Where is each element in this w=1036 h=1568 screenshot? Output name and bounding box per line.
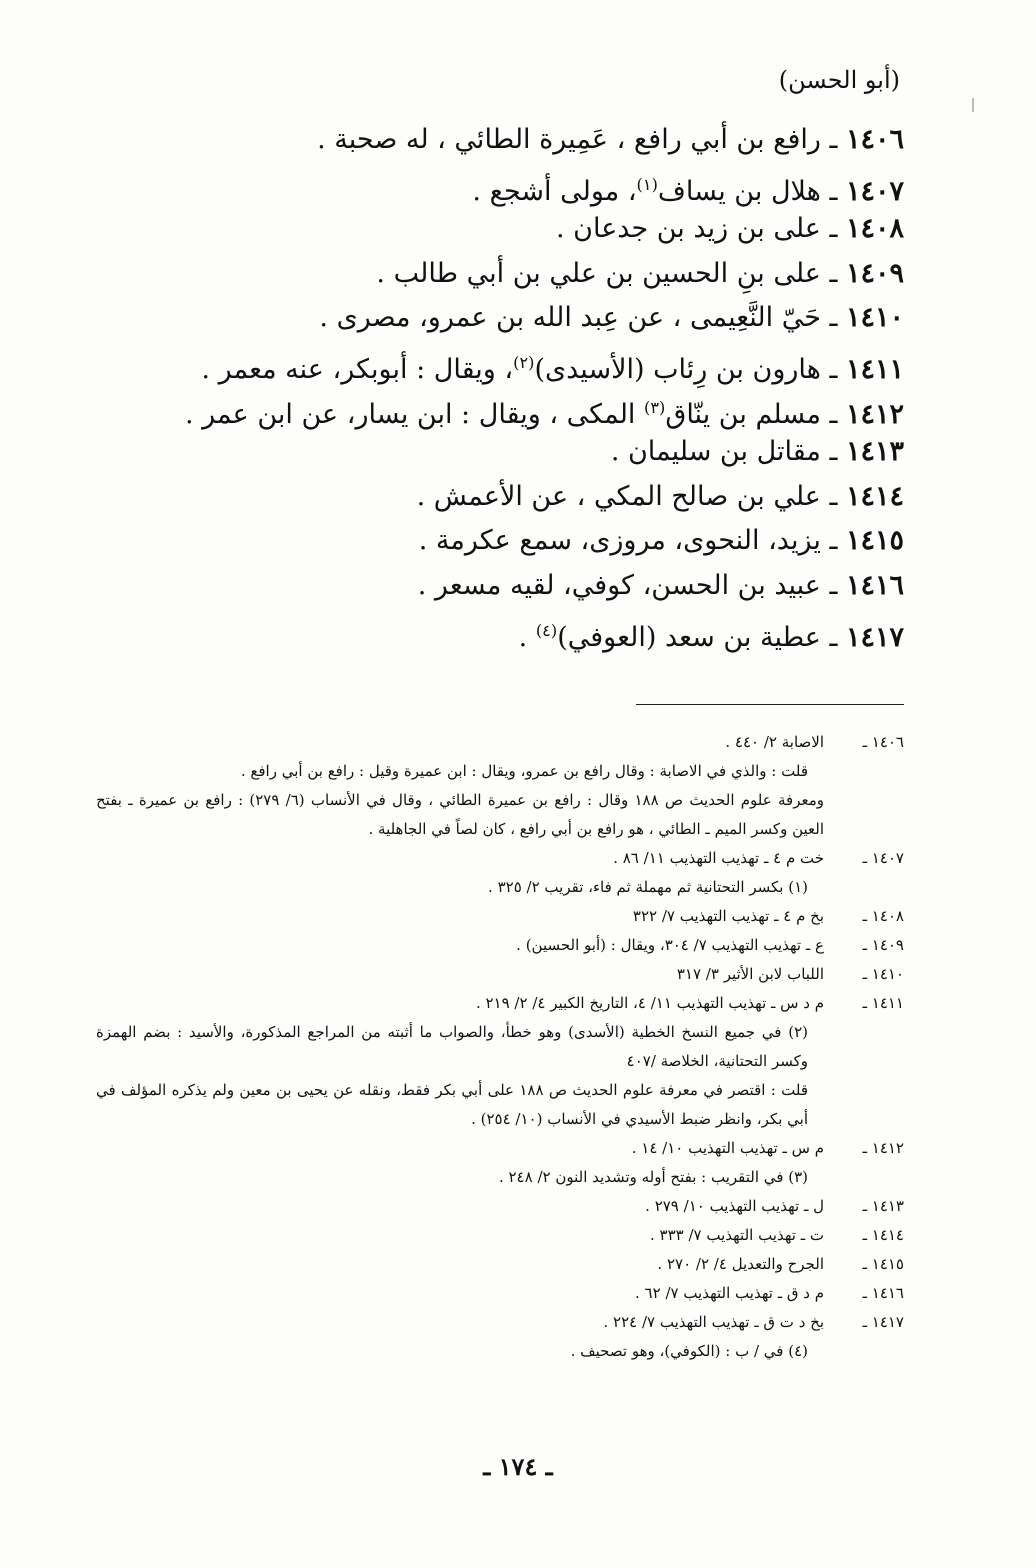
entry-9: [144, 519, 904, 564]
footnote-row: [96, 1337, 904, 1366]
entry-text: حَيّ النَّعِيمى ، عن عِبد الله بن عمرو، مصرى .: [319, 302, 821, 334]
footnote-text: ع ـ تهذيب التهذيب ٧/ ٣٠٤، ويقال : (أبو الحسين) .: [516, 936, 824, 954]
entry-text: علي بن صالح المكي ، عن الأعمش .: [416, 480, 821, 512]
entry-text-continued: المكى ، ويقال : ابن يسار، عن ابن عمر .: [184, 398, 645, 430]
entry-dash: ـ: [820, 213, 846, 245]
entry-text: عطية بن سعد (العوفي): [557, 621, 821, 653]
entry-text: على بنِ الحسين بن علي بن أبي طالب .: [376, 257, 821, 289]
footnote-row: [96, 786, 904, 844]
footnote-number: [824, 1163, 904, 1192]
entry-text: رافع بن أبي رافع ، عَمِيرة الطائي ، له صحبة .: [317, 124, 821, 155]
page-number: ـ ١٧٤ ـ: [483, 1452, 553, 1481]
entry-0: [144, 118, 904, 163]
entry-number: ١٤٠٧: [845, 175, 904, 207]
footnote-number: ١٤٠٧ ـ: [862, 849, 904, 867]
footnote-list: [96, 728, 904, 1366]
footnote-text: ومعرفة علوم الحديث ص ١٨٨ وقال : رافع بن عميرة الطائي ، وقال في الأنساب (٦/ ٢٧٩) : رافع بن عميرة ـ بفتح العين وكسر الميم ـ الطائي ، هو رافع بن أبي رافع ، كان لصاً في الجاهلية .: [96, 791, 824, 838]
entry-dash: ـ: [820, 436, 846, 468]
footnote-separator: [636, 704, 904, 705]
footnote-marker: (٢): [513, 352, 535, 372]
footnote-text: قلت : والذي في الاصابة : وقال رافع بن عمرو، ويقال : ابن عميرة وقيل : رافع بن أبي رافع .: [240, 762, 808, 780]
entry-2: [144, 207, 904, 252]
footnote-number: ١٤١٧ ـ: [862, 1313, 904, 1331]
entry-text-continued: ، ويقال : أبوبكر، عنه معمر .: [201, 353, 514, 385]
entry-number: ١٤١٠: [845, 302, 904, 334]
entry-text-continued: ، مولى أشجع .: [472, 175, 637, 207]
entry-dash: ـ: [820, 525, 846, 557]
footnote-text: اللباب لابن الأثير ٣/ ٣١٧: [676, 965, 824, 983]
footnote-row: [96, 1250, 904, 1279]
entry-text: هارون بن رِئاب (الأسيدى): [534, 353, 821, 385]
footnote-row: [96, 844, 904, 873]
footnote-number: ١٤١٥ ـ: [862, 1255, 904, 1273]
footnote-text: (١) بكسر التحتانية ثم مهملة ثم فاء، تقريب ٢/ ٣٢٥ .: [488, 878, 808, 896]
entry-number: ١٤١٢: [845, 398, 904, 430]
entry-number: ١٤١٤: [845, 480, 904, 512]
footnote-row: [96, 1163, 904, 1192]
footnote-number: ١٤٠٨ ـ: [862, 907, 904, 925]
entry-11: [144, 609, 904, 654]
entry-10: [144, 564, 904, 609]
footnote-number: ١٤٠٩ ـ: [862, 936, 904, 954]
entry-8: [144, 475, 904, 520]
footnote-row: [96, 873, 904, 902]
page-header: (أبو الحسن): [778, 66, 900, 94]
entry-dash: ـ: [820, 302, 846, 334]
entry-dash: ـ: [820, 124, 846, 155]
footnote-number: ١٤١٤ ـ: [862, 1226, 904, 1244]
footnote-text: خت م ٤ ـ تهذيب التهذيب ١١/ ٨٦ .: [613, 849, 824, 867]
entry-text-continued: .: [518, 621, 536, 653]
entry-number: ١٤١١: [845, 353, 904, 385]
scan-mark: [972, 98, 974, 112]
footnote-marker: (١): [636, 174, 658, 194]
entry-dash: ـ: [820, 175, 846, 207]
footnote-text: (٤) في / ب : (الكوفي)، وهو تصحيف .: [570, 1342, 808, 1360]
footnote-number: [824, 873, 904, 902]
entry-dash: ـ: [820, 257, 846, 289]
footnote-text: م د ق ـ تهذيب التهذيب ٧/ ٦٢ .: [635, 1284, 824, 1302]
footnote-row: [96, 728, 904, 757]
footnote-number: ١٤١٣ ـ: [862, 1197, 904, 1215]
entry-number: ١٤٠٦: [845, 124, 904, 155]
footnote-marker: (٣): [644, 397, 666, 417]
footnote-row: [96, 931, 904, 960]
entry-3: [144, 252, 904, 297]
footnote-number: ١٤٠٦ ـ: [862, 733, 904, 751]
footnote-row: [96, 1308, 904, 1337]
footnote-marker: (٤): [535, 620, 558, 640]
entry-number: ١٤٠٩: [845, 257, 904, 289]
entry-1: [144, 163, 904, 208]
entry-number: ١٤١٧: [845, 621, 904, 653]
footnote-text: ت ـ تهذيب التهذيب ٧/ ٣٣٣ .: [649, 1226, 824, 1244]
footnote-row: [96, 1221, 904, 1250]
entry-dash: ـ: [820, 398, 846, 430]
footnote-number: [824, 786, 904, 844]
footnote-row: [96, 1076, 904, 1134]
footnote-text: م س ـ تهذيب التهذيب ١٠/ ١٤ .: [631, 1139, 824, 1157]
footnote-row: [96, 1192, 904, 1221]
footnote-number: [824, 1337, 904, 1366]
entry-6: [144, 386, 904, 431]
entry-dash: ـ: [820, 621, 846, 653]
entry-7: [144, 430, 904, 475]
footnote-text: بخ م ٤ ـ تهذيب التهذيب ٧/ ٣٢٢: [632, 907, 824, 925]
footnote-text: بخ د ت ق ـ تهذيب التهذيب ٧/ ٢٢٤ .: [603, 1313, 824, 1331]
entry-number: ١٤١٥: [845, 525, 904, 557]
footnote-number: [824, 1018, 904, 1076]
footnote-text: (٣) في التقريب : بفتح أوله وتشديد النون ٢/ ٢٤٨ .: [498, 1168, 808, 1186]
footnote-row: [96, 757, 904, 786]
footnote-number: [824, 757, 904, 786]
entry-text: يزيد، النحوى، مروزى، سمع عكرمة .: [418, 525, 821, 557]
entry-number: ١٤١٦: [845, 569, 904, 601]
footnote-number: [824, 1076, 904, 1134]
entry-text: على بن زيد بن جدعان .: [555, 213, 821, 245]
entry-text: مسلم بن ينّاق: [665, 398, 821, 430]
footnote-row: [96, 1279, 904, 1308]
footnote-row: [96, 1018, 904, 1076]
footnote-row: [96, 1134, 904, 1163]
footnote-text: الجرح والتعديل ٤/ ٢/ ٢٧٠ .: [657, 1255, 824, 1273]
footnote-number: ١٤١١ ـ: [862, 994, 904, 1012]
footnote-text: ل ـ تهذيب التهذيب ١٠/ ٢٧٩ .: [645, 1197, 824, 1215]
footnote-number: ١٤١٠ ـ: [862, 965, 904, 983]
footnote-row: [96, 902, 904, 931]
entry-dash: ـ: [820, 480, 846, 512]
main-entry-list: [144, 118, 904, 653]
footnote-text: قلت : اقتصر في معرفة علوم الحديث ص ١٨٨ على أبي بكر فقط، ونقله عن يحيى بن معين ولم يذكره المؤلف في أبي بكر، وانظر ضبط الأسيدي في الأنساب (١٠/ ٢٥٤) .: [96, 1081, 808, 1128]
entry-5: [144, 341, 904, 386]
footnote-row: [96, 960, 904, 989]
footnote-row: [96, 989, 904, 1018]
footnote-text: الاصابة ٢/ ٤٤٠ .: [725, 733, 824, 751]
entry-dash: ـ: [820, 353, 846, 385]
footnote-number: ١٤١٦ ـ: [862, 1284, 904, 1302]
footnote-text: (٢) في جميع النسخ الخطية (الأسدى) وهو خطأ، والصواب ما أثبته من المراجع المذكورة، والأسيد : بضم الهمزة وكسر التحتانية، الخلاصة /٤٠٧: [96, 1023, 808, 1070]
entry-text: هلال بن يساف: [657, 175, 821, 207]
entry-text: عبيد بن الحسن، كوفي، لقيه مسعر .: [417, 569, 821, 601]
entry-text: مقاتل بن سليمان .: [610, 436, 821, 468]
entry-number: ١٤٠٨: [845, 213, 904, 245]
entry-4: [144, 296, 904, 341]
entry-number: ١٤١٣: [845, 436, 904, 468]
footnote-number: ١٤١٢ ـ: [862, 1139, 904, 1157]
entry-dash: ـ: [820, 569, 846, 601]
footnote-text: م د س ـ تهذيب التهذيب ١١/ ٤، التاريخ الكبير ٤/ ٢/ ٢١٩ .: [475, 994, 824, 1012]
